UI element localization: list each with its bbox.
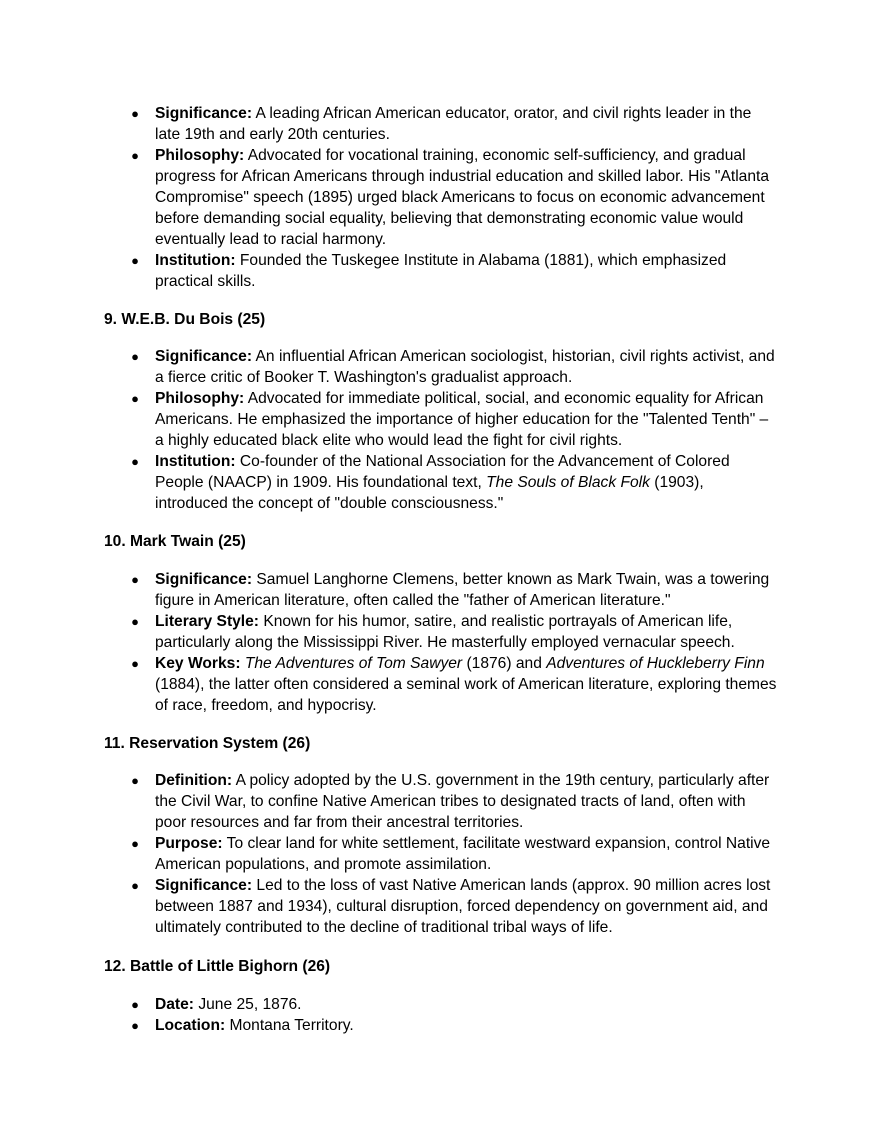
bullet-icon: ● [131,148,139,163]
list-item [0,653,780,716]
list-item [0,250,780,292]
item-text: June 25, 1876. [194,996,302,1013]
item-label: Institution: [155,252,236,269]
list-item [0,611,780,653]
bullet-icon: ● [131,836,139,851]
item-text: A policy adopted by the U.S. government in the 19th century, particularly after the Civil War, to confine Native American tribes to designated tracts of land, often with poor resources and far from their ancestral territories. [155,772,770,831]
list-item [0,388,780,451]
bullet-icon: ● [131,106,139,121]
item-text: Montana Territory. [225,1017,354,1034]
bullet-icon: ● [131,454,139,469]
list-item [0,1015,780,1036]
item-label: Date: [155,996,194,1013]
list-item [0,770,780,833]
list-item [0,103,780,145]
bullet-icon: ● [131,391,139,406]
bullet-list-reservation-system [0,770,880,938]
list-item [0,833,780,875]
item-text: To clear land for white settlement, facilitate westward expansion, control Native American populations, and promote assimilation. [155,835,771,873]
item-label: Philosophy: [155,390,245,407]
item-text: An influential African American sociologist, historian, civil rights activist, and a fierce critic of Booker T. Washington's gradualist approach. [155,348,775,386]
bullet-icon: ● [131,773,139,788]
item-label: Philosophy: [155,147,245,164]
item-text: (1876) and [462,655,547,672]
item-label: Significance: [155,105,253,122]
bullet-icon: ● [131,997,139,1012]
bullet-icon: ● [131,878,139,893]
item-label: Location: [155,1017,226,1034]
bullet-list-washington [0,103,880,292]
item-text: Co-founder of the National Association for the Advancement of Colored People (NAACP) in 1909. His foundational text, [155,453,730,491]
section-heading-reservation-system: 11. Reservation System (26) [104,735,311,752]
section-heading-mark-twain: 10. Mark Twain (25) [104,533,246,550]
item-label: Significance: [155,571,253,588]
item-label: Institution: [155,453,236,470]
list-item [0,569,780,611]
list-item [0,994,780,1015]
item-label: Literary Style: [155,613,260,630]
book-title: The Souls of Black Folk [486,474,650,491]
item-text: Led to the loss of vast Native American lands (approx. 90 million acres lost between 1887 and 1934), cultural disruption, forced dependency on government aid, and ultimately contributed to the decline of traditional tribal ways of life. [155,877,771,936]
bullet-icon: ● [131,349,139,364]
item-label: Purpose: [155,835,223,852]
item-label: Key Works: [155,655,241,672]
bullet-icon: ● [131,1018,139,1033]
item-text: (1903), introduced the concept of "double consciousness." [155,474,704,512]
item-label: Significance: [155,348,253,365]
item-label: Definition: [155,772,233,789]
bullet-icon: ● [131,614,139,629]
item-text: Founded the Tuskegee Institute in Alabama (1881), which emphasized practical skills. [155,252,727,290]
bullet-icon: ● [131,253,139,268]
list-item [0,875,780,938]
bullet-list-du-bois [0,346,880,514]
item-text: Advocated for immediate political, social, and economic equality for African Americans. He emphasized the importance of higher education for the "Talented Tenth" – a highly educated black elite who would lead the fight for civil rights. [155,390,769,449]
bullet-icon: ● [131,572,139,587]
section-heading-du-bois: 9. W.E.B. Du Bois (25) [104,311,266,328]
bullet-list-little-bighorn [0,994,880,1036]
item-text: Advocated for vocational training, economic self-sufficiency, and gradual progress for African Americans through industrial education and skilled labor. His "Atlanta Compromise" speech (1895) urged black Americans to focus on economic advancement before demanding social equality, believing that demonstrating economic value would eventually lead to racial harmony. [155,147,770,248]
section-heading-little-bighorn: 12. Battle of Little Bighorn (26) [104,958,331,975]
item-text: A leading African American educator, orator, and civil rights leader in the late 19th and early 20th centuries. [155,105,752,143]
item-label: Significance: [155,877,253,894]
book-title: The Adventures of Tom Sawyer [244,655,463,672]
book-title: Adventures of Huckleberry Finn [546,655,765,672]
item-text: (1884), the latter often considered a seminal work of American literature, exploring themes of race, freedom, and hypocrisy. [155,676,777,714]
bullet-icon: ● [131,656,139,671]
list-item [0,145,780,250]
list-item [0,451,780,514]
bullet-list-mark-twain [0,569,880,716]
list-item [0,346,780,388]
item-text: Known for his humor, satire, and realistic portrayals of American life, particularly along the Mississippi River. He masterfully employed vernacular speech. [155,613,735,651]
item-text: Samuel Langhorne Clemens, better known as Mark Twain, was a towering figure in American literature, often called the "father of American literature." [155,571,770,609]
